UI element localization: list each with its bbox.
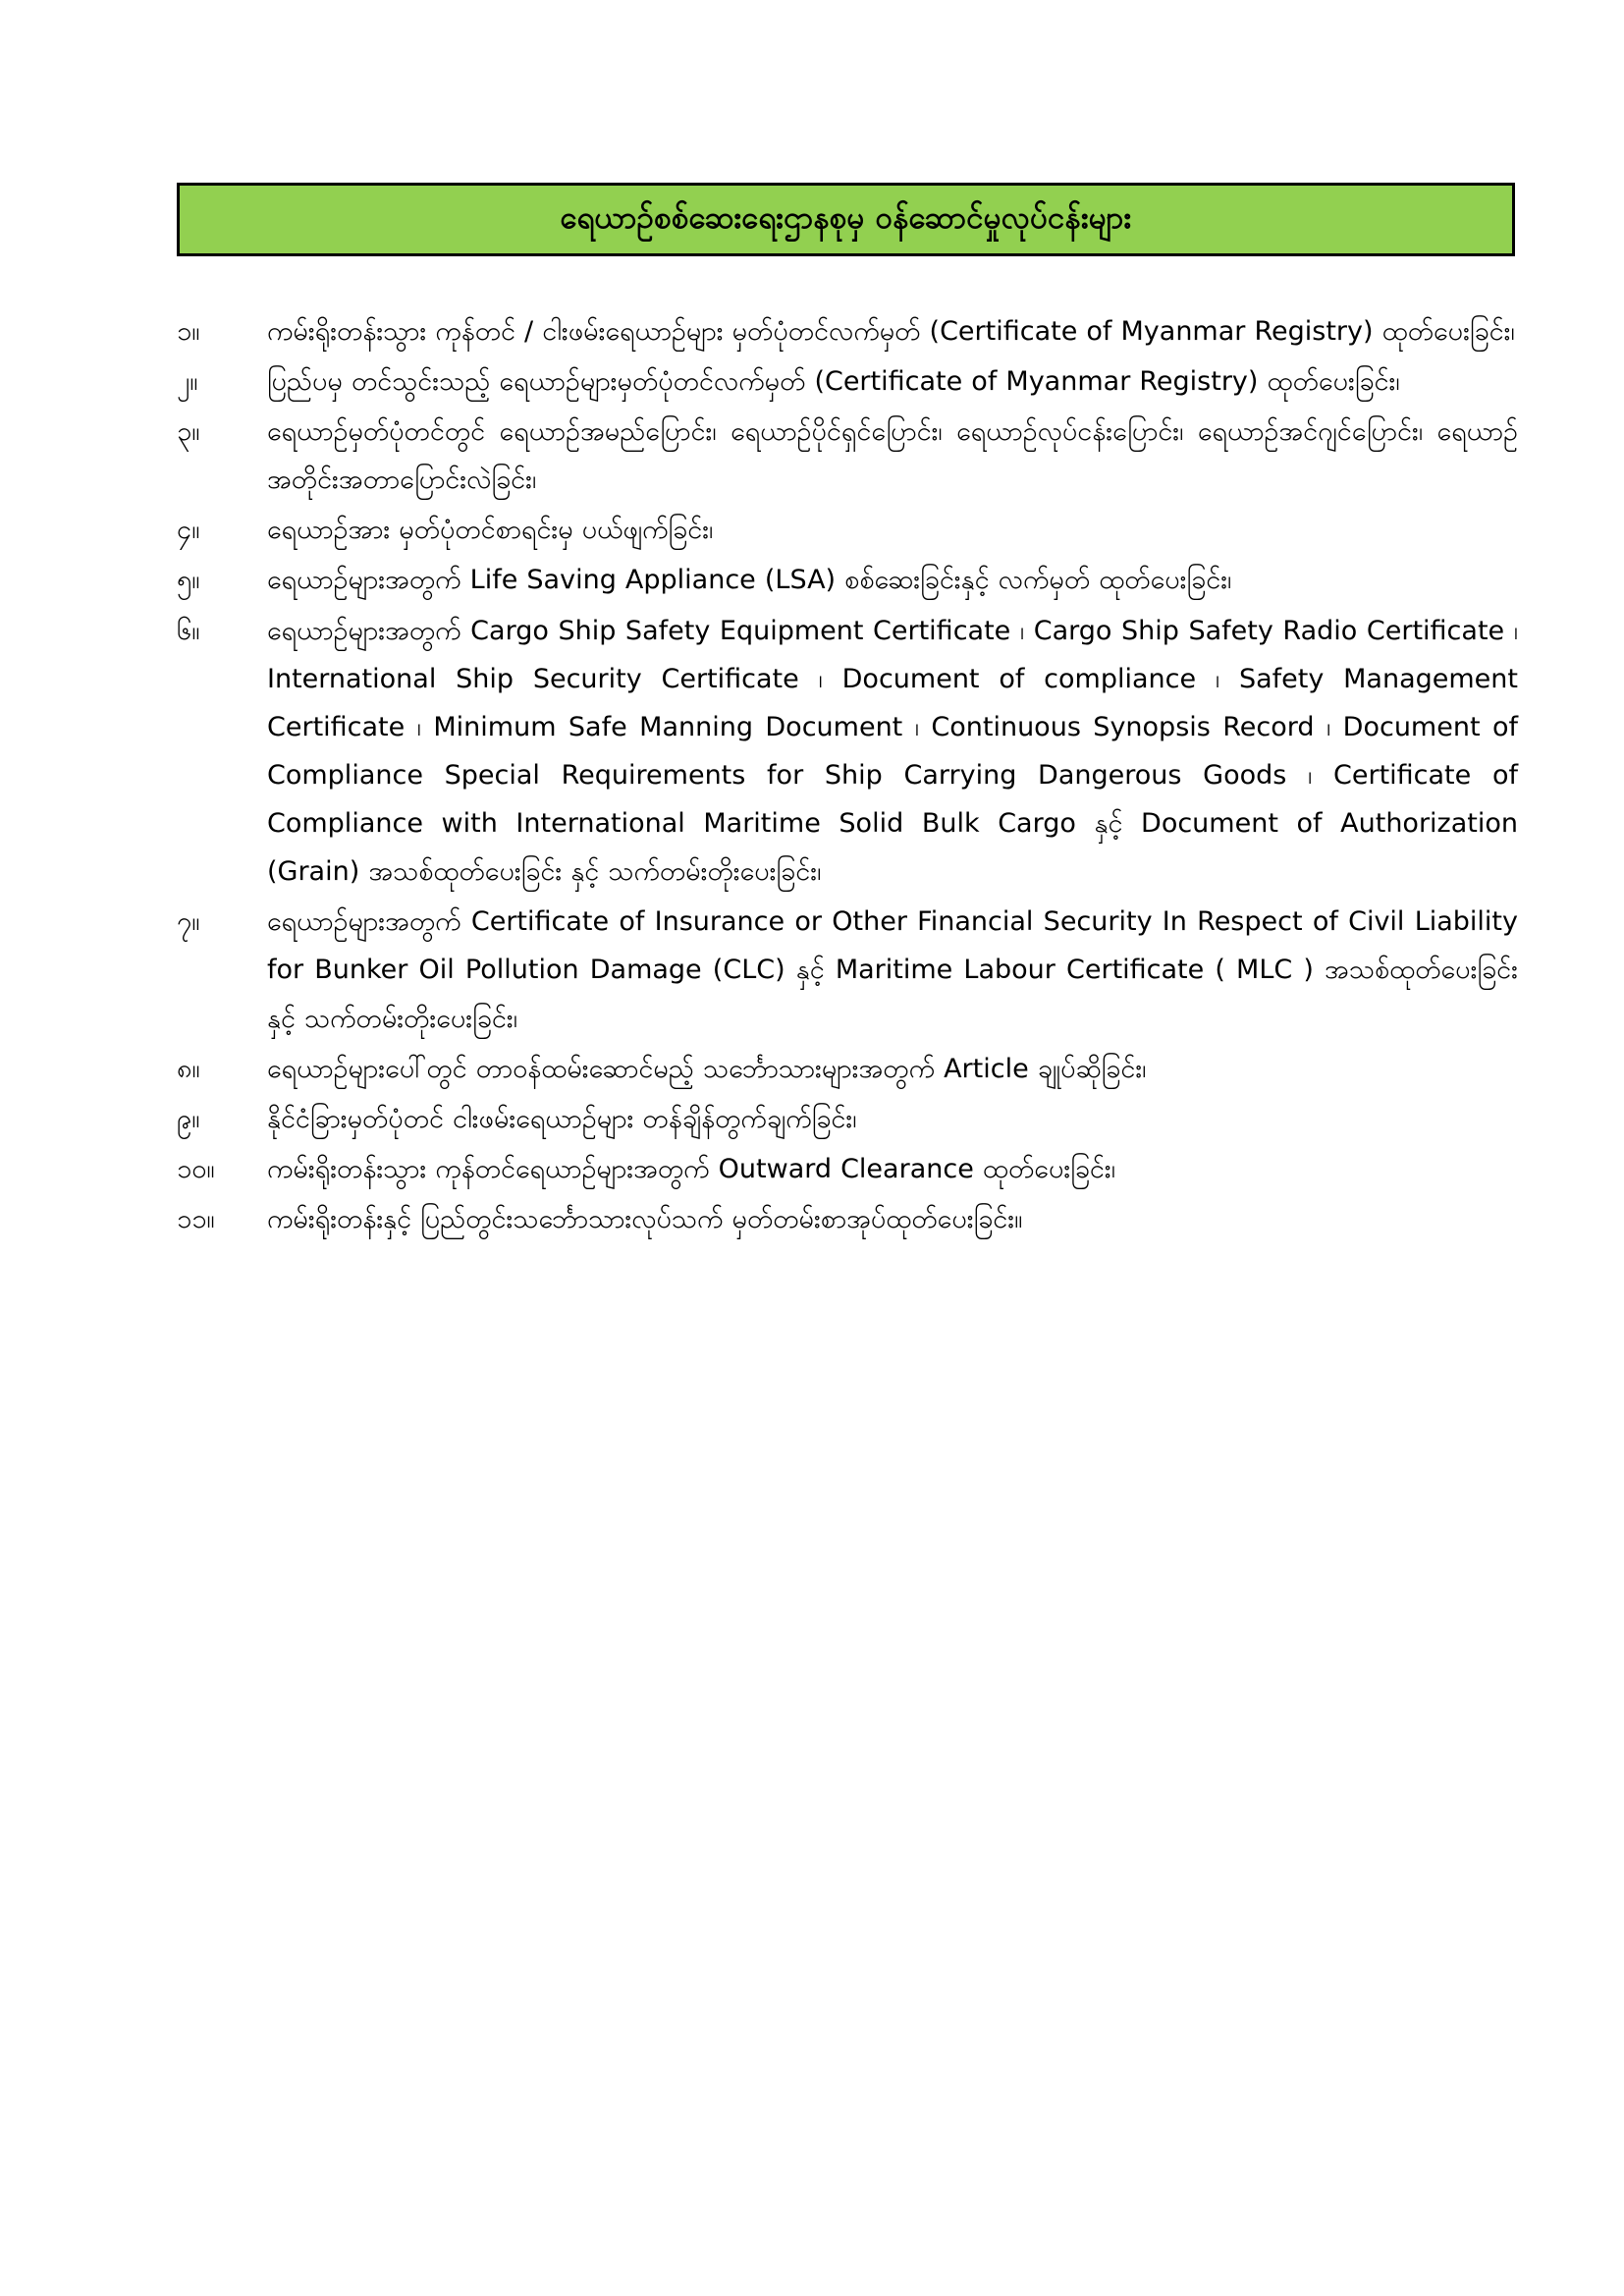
list-item-text: ရေယာဉ်များအတွက် Cargo Ship Safety Equipment Certificate ၊ Cargo Ship Safety Radio Certificate ၊ International Ship Security Certificate ၊ Document of compliance ၊ Safety Management Certificate ၊ Minimum Safe Manning Document ၊ Continuous Synopsis Record ၊ Document of Compliance Special Requirements for Ship Carrying Dangerous Goods ၊ Certificate of Compliance with International Maritime Solid Bulk Cargo နှင့် Document of Authorization (Grain) အသစ်ထုတ်ပေးခြင်း နှင့် သက်တမ်းတိုးပေးခြင်း၊ [267, 615, 1518, 888]
list-item-text: ကမ်းရိုးတန်းနှင့် ပြည်တွင်းသင်္ဘောသားလုပ်သက် မှတ်တမ်းစာအုပ်ထုတ်ပေးခြင်း။ [267, 1204, 1023, 1234]
page-title: ရေယာဉ်စစ်ဆေးရေးဌာနစုမှ ဝန်ဆောင်မှုလုပ်ငန်းများ [560, 200, 1132, 236]
list-item [177, 408, 1518, 504]
list-item [177, 1195, 1518, 1243]
title-banner [177, 183, 1515, 256]
list-item [177, 1095, 1518, 1143]
list-item-text: ပြည်ပမှ တင်သွင်းသည့် ရေယာဉ်များမှတ်ပုံတင်လက်မှတ် (Certificate of Myanmar Registry) ထုတ်ပေးခြင်း၊ [267, 365, 1400, 397]
list-item-number: ၁၁။ [177, 1204, 215, 1234]
list-item [177, 607, 1518, 897]
list-item-text: ရေယာဉ်များအတွက် Life Saving Appliance (LSA) စစ်ဆေးခြင်းနှင့် လက်မှတ် ထုတ်ပေးခြင်း၊ [267, 565, 1232, 596]
list-item [177, 357, 1518, 406]
service-list [177, 307, 1518, 1243]
list-item-number: ၄။ [177, 515, 200, 546]
list-item [177, 898, 1518, 1042]
list-item-number: ၈။ [177, 1053, 200, 1084]
list-item [177, 506, 1518, 554]
list-item-number: ၃။ [177, 416, 200, 447]
list-item-text: ရေယာဉ်များအတွက် Certificate of Insurance or Other Financial Security In Respect of Civil Liability for Bunker Oil Pollution Damage (CLC) နှင့် Maritime Labour Certificate ( MLC ) အသစ်ထုတ်ပေးခြင်း နှင့် သက်တမ်းတိုးပေးခြင်း၊ [267, 906, 1518, 1034]
list-item-text: ကမ်းရိုးတန်းသွား ကုန်တင်ရေယာဉ်များအတွက် Outward Clearance ထုတ်ပေးခြင်း၊ [267, 1153, 1116, 1184]
list-item-text: နိုင်ငံခြားမှတ်ပုံတင် ငါးဖမ်းရေယာဉ်များ တန်ချိန်တွက်ချက်ခြင်း၊ [267, 1103, 857, 1134]
list-item [177, 556, 1518, 604]
list-item-text: ရေယာဉ်မှတ်ပုံတင်တွင် ရေယာဉ်အမည်ပြောင်း၊ ရေယာဉ်ပိုင်ရှင်ပြောင်း၊ ရေယာဉ်လုပ်ငန်းပြောင်း၊ ရေယာဉ်အင်ဂျင်ပြောင်း၊ ရေယာဉ်အတိုင်းအတာပြောင်းလဲခြင်း၊ [267, 416, 1518, 496]
list-item [177, 1045, 1518, 1093]
list-item-number: ၅။ [177, 565, 200, 596]
list-item-number: ၆။ [177, 615, 200, 646]
list-item-number: ၁၀။ [177, 1153, 215, 1184]
list-item-text: ရေယာဉ်အား မှတ်ပုံတင်စာရင်းမှ ပယ်ဖျက်ခြင်း၊ [267, 515, 714, 546]
list-item-number: ၇။ [177, 906, 200, 938]
list-item-number: ၂။ [177, 365, 198, 397]
list-item [177, 307, 1518, 355]
list-item-number: ၉။ [177, 1103, 200, 1134]
list-item-text: ကမ်းရိုးတန်းသွား ကုန်တင် / ငါးဖမ်းရေယာဉ်များ မှတ်ပုံတင်လက်မှတ် (Certificate of Myanmar Registry) ထုတ်ပေးခြင်း၊ [267, 315, 1515, 347]
list-item-text: ရေယာဉ်များပေါ်တွင် တာဝန်ထမ်းဆောင်မည့် သင်္ဘောသားများအတွက် Article ချုပ်ဆိုခြင်း၊ [267, 1053, 1147, 1084]
list-item [177, 1145, 1518, 1193]
list-item-number: ၁။ [177, 315, 200, 347]
